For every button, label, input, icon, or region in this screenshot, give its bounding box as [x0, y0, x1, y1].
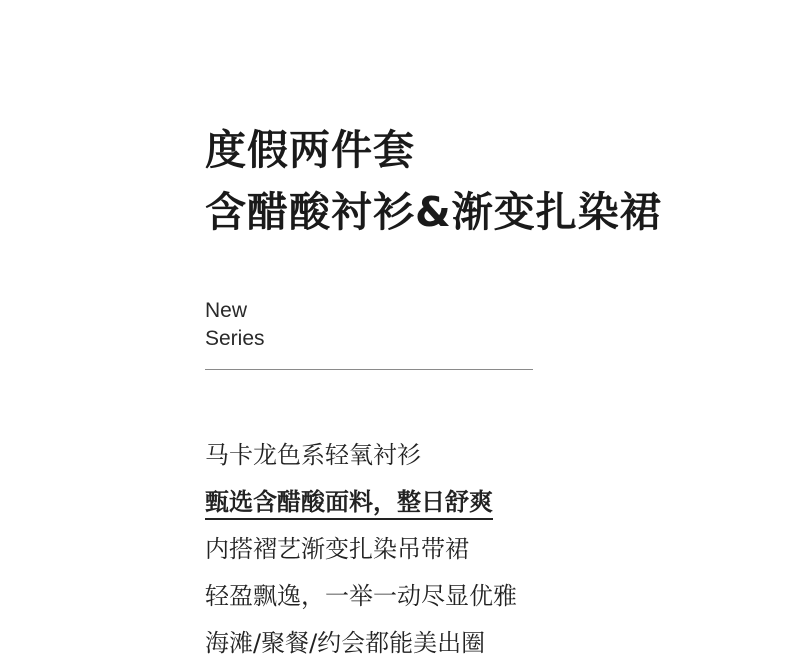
series-line-new: New: [205, 299, 248, 322]
series-line-series: Series: [205, 327, 265, 350]
feature-item: 轻盈飘逸，一举一动尽显优雅: [205, 582, 517, 610]
product-title: [205, 119, 662, 243]
divider: [205, 369, 533, 370]
feature-item: 海滩/聚餐/约会都能美出圈: [205, 629, 486, 657]
feature-item-highlight: 甄选含醋酸面料，整日舒爽: [205, 479, 517, 526]
feature-list: [205, 432, 517, 667]
title-line-2: 含醋酸衬衫&渐变扎染裙: [205, 188, 662, 236]
feature-item: 内搭褶艺渐变扎染吊带裙: [205, 535, 469, 563]
title-line-1: 度假两件套: [205, 126, 415, 174]
series-label: [205, 297, 265, 353]
feature-item: 马卡龙色系轻氧衬衫: [205, 441, 421, 469]
